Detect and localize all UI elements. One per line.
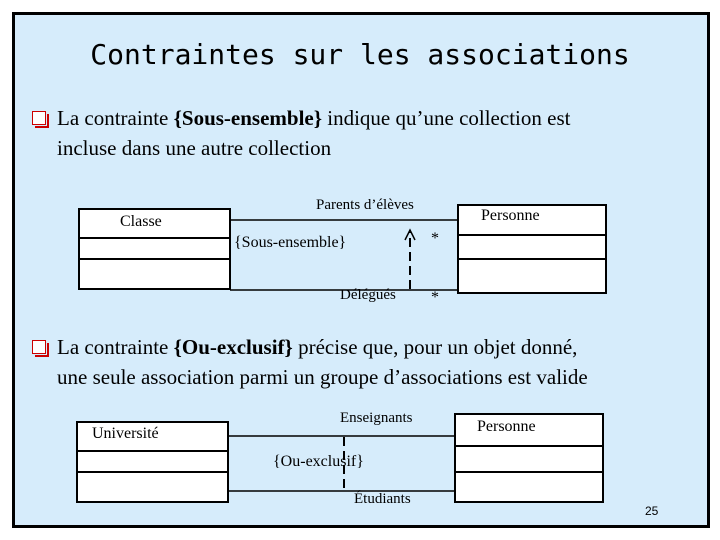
- bullet-2-line2: une seule association parmi un groupe d’associations est valide: [57, 365, 588, 389]
- assoc-label-delegues: Délégués: [340, 287, 396, 303]
- class-name-personne-2: Personne: [477, 418, 536, 435]
- bullet-2-pre: La contrainte: [57, 335, 174, 359]
- assoc-label-parents: Parents d’élèves: [316, 197, 414, 213]
- bullet-1-post: indique qu’une collection est: [322, 106, 571, 130]
- bullet-icon: [32, 340, 46, 354]
- bullet-1-pre: La contrainte: [57, 106, 174, 130]
- multiplicity-top: *: [431, 230, 439, 247]
- class-name-personne-1: Personne: [481, 207, 540, 224]
- page-number: 25: [645, 504, 659, 518]
- slide-title: Contraintes sur les associations: [90, 38, 630, 71]
- class-name-classe: Classe: [120, 213, 162, 230]
- class-name-universite: Université: [92, 425, 159, 442]
- bullet-1-bold: {Sous-ensemble}: [173, 106, 323, 130]
- assoc-label-etudiants: Étudiants: [354, 491, 411, 507]
- bullet-1-line2: incluse dans une autre collection: [57, 136, 332, 160]
- bullet-2-text: [57, 332, 588, 392]
- bullet-2-post: précise que, pour un objet donné,: [292, 335, 578, 359]
- multiplicity-bottom: *: [431, 289, 439, 306]
- assoc-label-enseignants: Enseignants: [340, 410, 413, 426]
- constraint-ou-exclusif: {Ou-exclusif}: [273, 453, 364, 470]
- bullet-2-bold: {Ou-exclusif}: [173, 335, 293, 359]
- constraint-sous-ensemble: {Sous-ensemble}: [234, 234, 347, 251]
